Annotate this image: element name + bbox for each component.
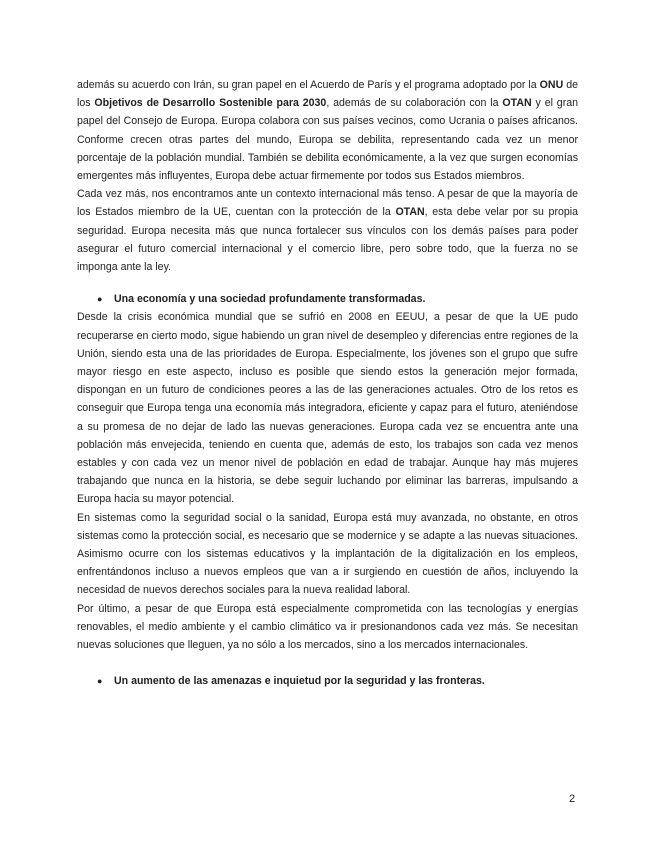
text-run: Cada vez más, nos encontramos ante un contexto internacional más tenso. A pesar de que la mayoría de los Estados miembro de la UE, cuentan con la protección de la bbox=[77, 188, 578, 219]
bullet-dot-icon: ● bbox=[97, 676, 103, 687]
paragraph-economic-crisis: Desde la crisis económica mundial que se sufrió en 2008 en EEUU, a pesar de que la UE pudo recuperarse en cierto modo, sigue habiendo un gran nivel de desempleo y diferencias entre regiones de la Unión, siendo esta una de las prioridades de Europa. Especialmente, los jóvenes son el grupo que sufre mayor riesgo en este aspecto, incluso es posible que siendo estos la generación mejor formada, dispongan en un futuro de condiciones peores a las de las generaciones actuales. Otro de los retos es conseguir que Europa tenga una economía más integradora, eficiente y capaz para el futuro, ateniéndose a su promesa de no dejar de lado las nuevas generaciones. Europa cada vez se encuentra ante una población más envejecida, teniendo en cuenta que, además de esto, los trabajos son cada vez menos estables y con cada vez un menor nivel de población en edad de trabajar. Aunque hay más mujeres trabajando que nunca en la historia, se debe seguir luchando por eliminar las barreras, impulsando a Europa hacia su mayor potencial. bbox=[77, 311, 578, 506]
bullet-heading-text: Una economía y una sociedad profundamente transformadas. bbox=[114, 293, 426, 306]
page-number: 2 bbox=[569, 793, 576, 805]
bold-ods: Objetivos de Desarrollo Sostenible para 2030 bbox=[94, 97, 327, 110]
text-run: , además de su colaboración con la bbox=[326, 97, 503, 110]
bullet-heading-security bbox=[77, 672, 578, 690]
bold-otan: OTAN bbox=[395, 206, 425, 219]
document-body bbox=[77, 76, 578, 691]
bullet-heading-text: Un aumento de las amenazas e inquietud por la seguridad y las fronteras. bbox=[114, 675, 485, 688]
bullet-heading-economy bbox=[77, 290, 578, 308]
bold-otan: OTAN bbox=[502, 97, 532, 110]
text-run: además su acuerdo con Irán, su gran papel en el Acuerdo de París y el programa adoptado por la bbox=[77, 79, 540, 91]
bullet-dot-icon: ● bbox=[97, 294, 103, 305]
paragraph-international-context bbox=[77, 185, 578, 276]
bold-onu: ONU bbox=[539, 79, 564, 91]
paragraph-social-systems: En sistemas como la seguridad social o la sanidad, Europa está muy avanzada, no obstante, en otros sistemas como la protección social, es necesario que se modernice y se adapte a las nuevas situaciones. Asimismo ocurre con los sistemas educativos y la implantación de la digitalización en los empleos, enfrentándonos incluso a nuevos empleos que van a ir surgiendo en cuestión de años, incluyendo la necesidad de nuevos derechos sociales para la nueva realidad laboral. bbox=[77, 511, 578, 597]
paragraph-technology-environment: Por último, a pesar de que Europa está especialmente comprometida con las tecnologías y energías renovables, el medio ambiente y el cambio climático va ir presionandonos cada vez más. Se necesitan nuevas soluciones que lleguen, ya no sólo a los mercados, sino a los mercados internacionales. bbox=[77, 602, 578, 652]
text-run: de los bbox=[77, 79, 578, 110]
paragraph-foreign-relations bbox=[77, 76, 578, 185]
text-run: , esta debe velar por su propia seguridad. Europa necesita más que nunca fortalecer sus vínculos con los demás países para poder asegurar el futuro comercial internacional y el comercio libre, pero sobre todo, que la fuerza no se imponga ante la ley. bbox=[77, 206, 579, 274]
text-run: y el gran papel del Consejo de Europa. Europa colabora con sus países vecinos, como Ucrania o países africanos. Conforme crecen otras partes del mundo, Europa se debilita, representando cada vez un menor porcentaje de la población mundial. También se debilita económicamente, a la vez que surgen economías emergentes más influyentes, Europa debe actuar firmemente por todos sus Estados miembros. bbox=[77, 97, 579, 183]
